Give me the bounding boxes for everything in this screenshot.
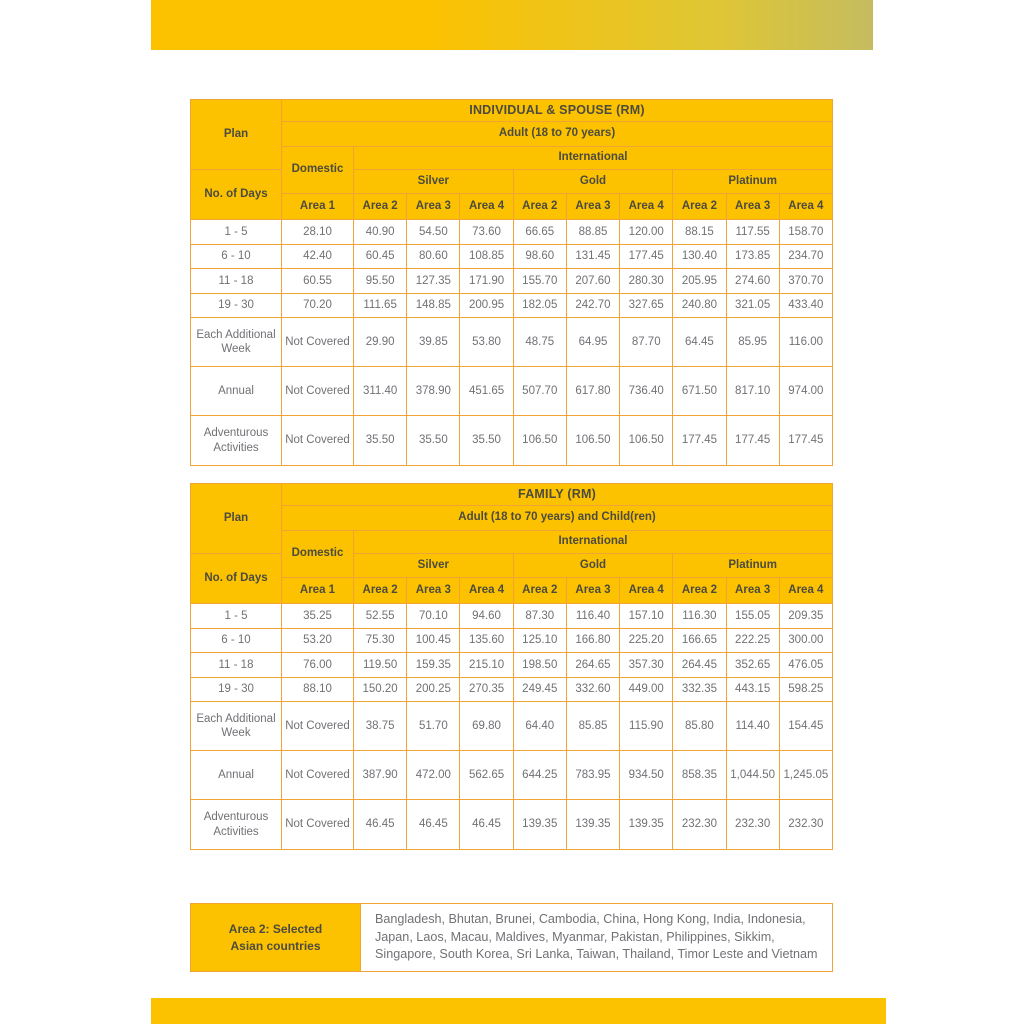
price-cell: 232.30 bbox=[779, 800, 832, 850]
price-cell: 177.45 bbox=[726, 416, 779, 466]
price-cell: 119.50 bbox=[354, 653, 407, 678]
price-cell: 46.45 bbox=[354, 800, 407, 850]
price-cell: 433.40 bbox=[779, 294, 832, 318]
price-cell: 35.50 bbox=[460, 416, 513, 466]
rate-table bbox=[190, 99, 833, 466]
price-cell: 378.90 bbox=[407, 367, 460, 416]
tier-header-platinum: Platinum bbox=[673, 170, 833, 194]
days-header: No. of Days bbox=[191, 170, 282, 220]
table-row bbox=[191, 294, 833, 318]
price-cell: 29.90 bbox=[354, 318, 407, 367]
price-cell: 94.60 bbox=[460, 604, 513, 629]
price-cell: 300.00 bbox=[779, 629, 832, 653]
row-label: Annual bbox=[191, 751, 282, 800]
price-cell: 64.40 bbox=[513, 702, 566, 751]
table-row bbox=[191, 751, 833, 800]
price-cell: 46.45 bbox=[460, 800, 513, 850]
price-cell: 1,044.50 bbox=[726, 751, 779, 800]
price-cell: 114.40 bbox=[726, 702, 779, 751]
price-cell: 95.50 bbox=[354, 269, 407, 294]
price-cell: 451.65 bbox=[460, 367, 513, 416]
area-header: Area 3 bbox=[726, 578, 779, 604]
row-label: 1 - 5 bbox=[191, 604, 282, 629]
price-cell: Not Covered bbox=[282, 751, 354, 800]
price-cell: 85.95 bbox=[726, 318, 779, 367]
price-cell: 562.65 bbox=[460, 751, 513, 800]
tier-header-platinum: Platinum bbox=[673, 554, 833, 578]
price-cell: 66.65 bbox=[513, 220, 566, 245]
area-header: Area 2 bbox=[673, 578, 726, 604]
price-cell: Not Covered bbox=[282, 416, 354, 466]
area-header: Area 2 bbox=[354, 578, 407, 604]
row-label: 19 - 30 bbox=[191, 294, 282, 318]
international-header: International bbox=[354, 147, 833, 170]
table-row bbox=[191, 678, 833, 702]
price-cell: Not Covered bbox=[282, 800, 354, 850]
area-header: Area 4 bbox=[779, 578, 832, 604]
price-cell: 35.50 bbox=[407, 416, 460, 466]
price-cell: 80.60 bbox=[407, 245, 460, 269]
table-subtitle: Adult (18 to 70 years) and Child(ren) bbox=[282, 506, 833, 531]
price-cell: 234.70 bbox=[779, 245, 832, 269]
row-label: Annual bbox=[191, 367, 282, 416]
price-cell: 671.50 bbox=[673, 367, 726, 416]
table-row bbox=[191, 629, 833, 653]
table-row bbox=[191, 269, 833, 294]
price-cell: 64.95 bbox=[566, 318, 619, 367]
price-cell: 182.05 bbox=[513, 294, 566, 318]
price-cell: 64.45 bbox=[673, 318, 726, 367]
price-cell: 40.90 bbox=[354, 220, 407, 245]
price-cell: 166.80 bbox=[566, 629, 619, 653]
price-cell: 88.15 bbox=[673, 220, 726, 245]
price-cell: 449.00 bbox=[620, 678, 673, 702]
area-header: Area 4 bbox=[779, 194, 832, 220]
rate-table bbox=[190, 483, 833, 850]
table-row bbox=[191, 800, 833, 850]
area2-note-box bbox=[190, 903, 833, 972]
individual-spouse-price-table bbox=[190, 99, 833, 466]
days-header: No. of Days bbox=[191, 554, 282, 604]
row-label: 1 - 5 bbox=[191, 220, 282, 245]
price-cell: 934.50 bbox=[620, 751, 673, 800]
price-cell: 198.50 bbox=[513, 653, 566, 678]
price-cell: 736.40 bbox=[620, 367, 673, 416]
price-cell: 46.45 bbox=[407, 800, 460, 850]
price-cell: 311.40 bbox=[354, 367, 407, 416]
price-cell: 205.95 bbox=[673, 269, 726, 294]
price-cell: 598.25 bbox=[779, 678, 832, 702]
row-label: 11 - 18 bbox=[191, 653, 282, 678]
price-cell: 98.60 bbox=[513, 245, 566, 269]
price-cell: 111.65 bbox=[354, 294, 407, 318]
price-cell: 644.25 bbox=[513, 751, 566, 800]
row-label: 6 - 10 bbox=[191, 245, 282, 269]
price-cell: 117.55 bbox=[726, 220, 779, 245]
domestic-header: Domestic bbox=[282, 531, 354, 578]
price-cell: 150.20 bbox=[354, 678, 407, 702]
price-cell: 177.45 bbox=[620, 245, 673, 269]
price-cell: 127.35 bbox=[407, 269, 460, 294]
price-cell: 35.25 bbox=[282, 604, 354, 629]
tier-header-gold: Gold bbox=[513, 554, 673, 578]
price-cell: 270.35 bbox=[460, 678, 513, 702]
price-cell: 222.25 bbox=[726, 629, 779, 653]
tier-header-gold: Gold bbox=[513, 170, 673, 194]
price-cell: 817.10 bbox=[726, 367, 779, 416]
price-cell: 139.35 bbox=[513, 800, 566, 850]
price-cell: 443.15 bbox=[726, 678, 779, 702]
price-cell: 35.50 bbox=[354, 416, 407, 466]
row-label: Each Additional Week bbox=[191, 702, 282, 751]
price-cell: 76.00 bbox=[282, 653, 354, 678]
price-cell: 476.05 bbox=[779, 653, 832, 678]
price-cell: Not Covered bbox=[282, 367, 354, 416]
price-cell: 507.70 bbox=[513, 367, 566, 416]
price-cell: 131.45 bbox=[566, 245, 619, 269]
area-header: Area 3 bbox=[407, 578, 460, 604]
price-cell: 232.30 bbox=[673, 800, 726, 850]
price-cell: 370.70 bbox=[779, 269, 832, 294]
area-header: Area 4 bbox=[460, 578, 513, 604]
price-cell: 69.80 bbox=[460, 702, 513, 751]
price-cell: Not Covered bbox=[282, 702, 354, 751]
tier-header-silver: Silver bbox=[354, 554, 514, 578]
price-cell: 116.00 bbox=[779, 318, 832, 367]
price-cell: 70.10 bbox=[407, 604, 460, 629]
tier-header-silver: Silver bbox=[354, 170, 514, 194]
price-cell: 783.95 bbox=[566, 751, 619, 800]
price-cell: 73.60 bbox=[460, 220, 513, 245]
price-cell: 207.60 bbox=[566, 269, 619, 294]
area-header: Area 3 bbox=[566, 194, 619, 220]
price-cell: 332.35 bbox=[673, 678, 726, 702]
price-cell: 42.40 bbox=[282, 245, 354, 269]
price-cell: 28.10 bbox=[282, 220, 354, 245]
price-cell: 139.35 bbox=[620, 800, 673, 850]
price-cell: 154.45 bbox=[779, 702, 832, 751]
area-header: Area 2 bbox=[513, 578, 566, 604]
price-cell: 158.70 bbox=[779, 220, 832, 245]
price-cell: 60.45 bbox=[354, 245, 407, 269]
price-cell: 100.45 bbox=[407, 629, 460, 653]
price-cell: 200.95 bbox=[460, 294, 513, 318]
row-label: 11 - 18 bbox=[191, 269, 282, 294]
price-cell: 200.25 bbox=[407, 678, 460, 702]
price-cell: 177.45 bbox=[673, 416, 726, 466]
price-cell: 166.65 bbox=[673, 629, 726, 653]
price-cell: 53.80 bbox=[460, 318, 513, 367]
price-cell: 125.10 bbox=[513, 629, 566, 653]
table-row bbox=[191, 702, 833, 751]
row-label: Adventurous Activities bbox=[191, 416, 282, 466]
price-cell: 75.30 bbox=[354, 629, 407, 653]
row-label: Adventurous Activities bbox=[191, 800, 282, 850]
area-header: Area 3 bbox=[566, 578, 619, 604]
area-header: Area 4 bbox=[620, 578, 673, 604]
price-cell: 472.00 bbox=[407, 751, 460, 800]
price-cell: 352.65 bbox=[726, 653, 779, 678]
price-cell: 106.50 bbox=[566, 416, 619, 466]
price-cell: 280.30 bbox=[620, 269, 673, 294]
row-label: Each Additional Week bbox=[191, 318, 282, 367]
price-cell: 1,245.05 bbox=[779, 751, 832, 800]
table-row bbox=[191, 220, 833, 245]
price-cell: 106.50 bbox=[620, 416, 673, 466]
area-header: Area 1 bbox=[282, 194, 354, 220]
price-cell: 120.00 bbox=[620, 220, 673, 245]
table-row bbox=[191, 367, 833, 416]
area-header: Area 1 bbox=[282, 578, 354, 604]
price-cell: 264.65 bbox=[566, 653, 619, 678]
price-cell: 70.20 bbox=[282, 294, 354, 318]
price-cell: 108.85 bbox=[460, 245, 513, 269]
price-cell: 48.75 bbox=[513, 318, 566, 367]
price-cell: 51.70 bbox=[407, 702, 460, 751]
price-cell: 87.70 bbox=[620, 318, 673, 367]
price-cell: 157.10 bbox=[620, 604, 673, 629]
price-cell: 106.50 bbox=[513, 416, 566, 466]
price-cell: 115.90 bbox=[620, 702, 673, 751]
price-cell: 148.85 bbox=[407, 294, 460, 318]
price-cell: 974.00 bbox=[779, 367, 832, 416]
table-row bbox=[191, 604, 833, 629]
price-cell: 327.65 bbox=[620, 294, 673, 318]
price-cell: 155.70 bbox=[513, 269, 566, 294]
top-banner-strip bbox=[151, 0, 873, 50]
price-cell: 52.55 bbox=[354, 604, 407, 629]
price-cell: 60.55 bbox=[282, 269, 354, 294]
price-cell: 321.05 bbox=[726, 294, 779, 318]
price-cell: 130.40 bbox=[673, 245, 726, 269]
price-cell: 225.20 bbox=[620, 629, 673, 653]
price-cell: 85.85 bbox=[566, 702, 619, 751]
table-row bbox=[191, 653, 833, 678]
table-row bbox=[191, 416, 833, 466]
price-cell: 240.80 bbox=[673, 294, 726, 318]
row-label: 6 - 10 bbox=[191, 629, 282, 653]
price-cell: 54.50 bbox=[407, 220, 460, 245]
price-cell: 85.80 bbox=[673, 702, 726, 751]
area-header: Area 4 bbox=[460, 194, 513, 220]
price-cell: 232.30 bbox=[726, 800, 779, 850]
price-cell: 155.05 bbox=[726, 604, 779, 629]
table-subtitle: Adult (18 to 70 years) bbox=[282, 122, 833, 147]
price-cell: 53.20 bbox=[282, 629, 354, 653]
area-header: Area 4 bbox=[620, 194, 673, 220]
area-header: Area 2 bbox=[513, 194, 566, 220]
international-header: International bbox=[354, 531, 833, 554]
area2-note-text: Bangladesh, Bhutan, Brunei, Cambodia, China, Hong Kong, India, Indonesia, Japan, Laos, Macau, Maldives, Myanmar, Pakistan, Philippines, Sikkim, Singapore, South Korea, Sri Lanka, Taiwan, Thailand, Timor Leste and Vietnam bbox=[375, 912, 818, 962]
domestic-header: Domestic bbox=[282, 147, 354, 194]
family-price-table bbox=[190, 483, 833, 850]
price-cell: 177.45 bbox=[779, 416, 832, 466]
price-cell: 116.30 bbox=[673, 604, 726, 629]
table-title: INDIVIDUAL & SPOUSE (RM) bbox=[282, 100, 833, 122]
price-cell: 215.10 bbox=[460, 653, 513, 678]
table-title: FAMILY (RM) bbox=[282, 484, 833, 506]
price-cell: 173.85 bbox=[726, 245, 779, 269]
price-cell: 39.85 bbox=[407, 318, 460, 367]
price-cell: 159.35 bbox=[407, 653, 460, 678]
bottom-banner-strip bbox=[151, 998, 886, 1024]
price-cell: 387.90 bbox=[354, 751, 407, 800]
price-cell: 139.35 bbox=[566, 800, 619, 850]
area-header: Area 3 bbox=[407, 194, 460, 220]
price-cell: 249.45 bbox=[513, 678, 566, 702]
price-cell: 116.40 bbox=[566, 604, 619, 629]
price-cell: 274.60 bbox=[726, 269, 779, 294]
price-cell: 357.30 bbox=[620, 653, 673, 678]
area-header: Area 2 bbox=[354, 194, 407, 220]
price-cell: 264.45 bbox=[673, 653, 726, 678]
price-cell: 171.90 bbox=[460, 269, 513, 294]
table-row bbox=[191, 245, 833, 269]
price-cell: 617.80 bbox=[566, 367, 619, 416]
price-cell: 38.75 bbox=[354, 702, 407, 751]
area-header: Area 2 bbox=[673, 194, 726, 220]
price-cell: 242.70 bbox=[566, 294, 619, 318]
plan-header: Plan bbox=[191, 100, 282, 170]
area-header: Area 3 bbox=[726, 194, 779, 220]
price-cell: 135.60 bbox=[460, 629, 513, 653]
price-cell: 209.35 bbox=[779, 604, 832, 629]
price-cell: 88.10 bbox=[282, 678, 354, 702]
price-cell: 88.85 bbox=[566, 220, 619, 245]
row-label: 19 - 30 bbox=[191, 678, 282, 702]
price-cell: Not Covered bbox=[282, 318, 354, 367]
price-cell: 332.60 bbox=[566, 678, 619, 702]
price-cell: 858.35 bbox=[673, 751, 726, 800]
price-cell: 87.30 bbox=[513, 604, 566, 629]
plan-header: Plan bbox=[191, 484, 282, 554]
area2-note-label: Area 2: Selected Asian countries bbox=[191, 904, 361, 971]
table-row bbox=[191, 318, 833, 367]
